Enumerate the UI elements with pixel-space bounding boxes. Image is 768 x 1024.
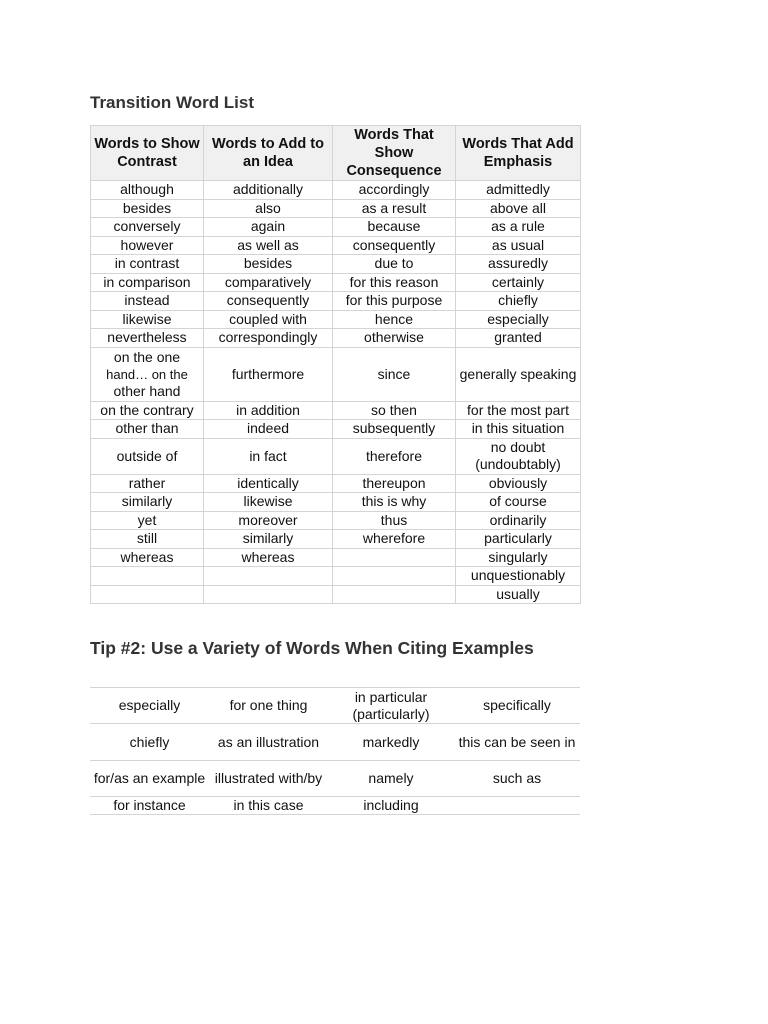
table-cell: usually [456, 585, 581, 604]
table-cell: identically [204, 474, 333, 493]
table-cell: ordinarily [456, 511, 581, 530]
table-row [91, 474, 581, 493]
table-cell: moreover [204, 511, 333, 530]
table-cell: assuredly [456, 255, 581, 274]
table-cell: this can be seen in [454, 724, 580, 761]
table-cell: coupled with [204, 310, 333, 329]
table-cell: for the most part [456, 401, 581, 420]
table-cell: although [91, 181, 204, 200]
table-cell: chiefly [90, 724, 209, 761]
table-cell: for this reason [333, 273, 456, 292]
table-row [91, 199, 581, 218]
section-title: Tip #2: Use a Variety of Words When Citing Examples [90, 638, 534, 658]
table-cell: in this case [209, 797, 328, 815]
table-row [91, 511, 581, 530]
table-row [91, 292, 581, 311]
table-cell: as well as [204, 236, 333, 255]
table-cell [204, 585, 333, 604]
table-row [91, 329, 581, 348]
table-cell: specifically [454, 688, 580, 724]
table-cell: of course [456, 493, 581, 512]
table-cell: this is why [333, 493, 456, 512]
table-cell: subsequently [333, 420, 456, 439]
table-cell: consequently [204, 292, 333, 311]
example-words-table [90, 687, 580, 815]
table-cell: thus [333, 511, 456, 530]
table-cell: similarly [91, 493, 204, 512]
header-add-idea: Words to Add to an Idea [204, 126, 333, 181]
table-cell [204, 567, 333, 586]
table-cell: because [333, 218, 456, 237]
table-cell: as usual [456, 236, 581, 255]
table-cell: illustrated with/by [209, 761, 328, 797]
table-cell: instead [91, 292, 204, 311]
table-cell: since [333, 347, 456, 401]
table-row [91, 530, 581, 549]
table-cell: likewise [91, 310, 204, 329]
table-cell: chiefly [456, 292, 581, 311]
cell-line: hand… on the [106, 366, 188, 382]
table-row [91, 567, 581, 586]
table-cell: otherwise [333, 329, 456, 348]
table-row [91, 401, 581, 420]
table-cell: yet [91, 511, 204, 530]
table-cell: indeed [204, 420, 333, 439]
table-cell: no doubt (undoubtably) [456, 438, 581, 474]
table-row [91, 585, 581, 604]
table-cell: for/as an example [90, 761, 209, 797]
table-cell [333, 548, 456, 567]
table-header-row [91, 126, 581, 181]
table-cell: especially [90, 688, 209, 724]
table-row [91, 181, 581, 200]
table-cell [91, 567, 204, 586]
table-cell: obviously [456, 474, 581, 493]
table-cell: granted [456, 329, 581, 348]
table-cell: admittedly [456, 181, 581, 200]
table-cell: nevertheless [91, 329, 204, 348]
table-cell: conversely [91, 218, 204, 237]
table-row [91, 255, 581, 274]
table-cell: on the contrary [91, 401, 204, 420]
table-cell: in this situation [456, 420, 581, 439]
table-cell [91, 585, 204, 604]
table-cell: wherefore [333, 530, 456, 549]
table-cell: for this purpose [333, 292, 456, 311]
table-cell: particularly [456, 530, 581, 549]
table-cell: besides [204, 255, 333, 274]
table-cell: still [91, 530, 204, 549]
table-row [91, 347, 581, 401]
table-cell: due to [333, 255, 456, 274]
table-cell: however [91, 236, 204, 255]
table-row [90, 797, 580, 815]
table-cell: besides [91, 199, 204, 218]
header-emphasis: Words That Add Emphasis [456, 126, 581, 181]
table-row [91, 236, 581, 255]
table-cell: namely [328, 761, 454, 797]
table-cell: for one thing [209, 688, 328, 724]
table-row [91, 438, 581, 474]
table-cell: additionally [204, 181, 333, 200]
table-cell: in comparison [91, 273, 204, 292]
table-cell [333, 585, 456, 604]
table-cell: thereupon [333, 474, 456, 493]
table-cell: other than [91, 420, 204, 439]
table-cell: accordingly [333, 181, 456, 200]
table-cell [454, 797, 580, 815]
table-cell: as an illustration [209, 724, 328, 761]
table-row [91, 310, 581, 329]
table-cell: so then [333, 401, 456, 420]
table-cell: especially [456, 310, 581, 329]
table-row [91, 273, 581, 292]
table-cell: therefore [333, 438, 456, 474]
table-cell: as a rule [456, 218, 581, 237]
table-cell [91, 347, 204, 401]
table-cell: rather [91, 474, 204, 493]
cell-line: on the one [113, 348, 181, 365]
table-cell: in addition [204, 401, 333, 420]
page-title: Transition Word List [90, 93, 255, 112]
table-cell: singularly [456, 548, 581, 567]
table-cell [333, 567, 456, 586]
table-cell: generally speaking [456, 347, 581, 401]
table-cell: also [204, 199, 333, 218]
table-row [91, 218, 581, 237]
table-cell: for instance [90, 797, 209, 815]
cell-line: other hand [113, 382, 181, 399]
table-cell: in fact [204, 438, 333, 474]
header-consequence: Words That Show Consequence [333, 126, 456, 181]
table-cell: comparatively [204, 273, 333, 292]
table-cell: whereas [204, 548, 333, 567]
table-row [91, 493, 581, 512]
table-cell: likewise [204, 493, 333, 512]
table-cell: again [204, 218, 333, 237]
table-cell: in contrast [91, 255, 204, 274]
table-cell: in particular (particularly) [328, 688, 454, 724]
table-cell: unquestionably [456, 567, 581, 586]
header-contrast: Words to Show Contrast [91, 126, 204, 181]
table-row [90, 688, 580, 724]
table-row [90, 761, 580, 797]
transition-word-table [90, 125, 581, 604]
table-cell: consequently [333, 236, 456, 255]
table-row [91, 548, 581, 567]
table-cell: outside of [91, 438, 204, 474]
table-cell: above all [456, 199, 581, 218]
table-cell: including [328, 797, 454, 815]
table-cell: hence [333, 310, 456, 329]
table-cell: such as [454, 761, 580, 797]
table-cell: furthermore [204, 347, 333, 401]
table-cell: correspondingly [204, 329, 333, 348]
table-cell: whereas [91, 548, 204, 567]
table-cell: markedly [328, 724, 454, 761]
table-row [91, 420, 581, 439]
table-row [90, 724, 580, 761]
table-cell: certainly [456, 273, 581, 292]
table-cell: similarly [204, 530, 333, 549]
table-cell: as a result [333, 199, 456, 218]
